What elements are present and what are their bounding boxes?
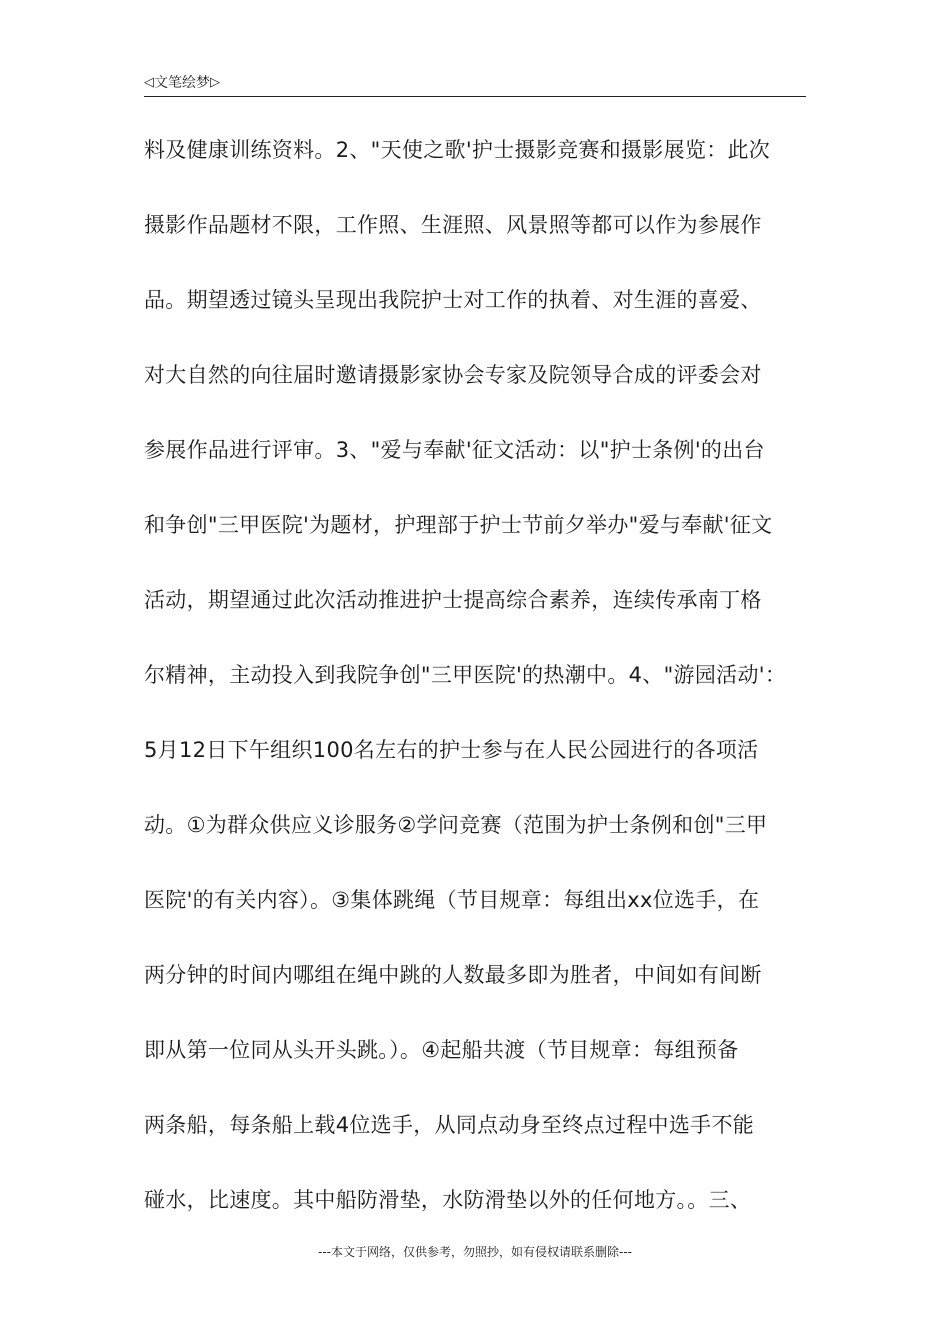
header-brand — [144, 74, 220, 92]
body-line: 参展作品进行评审。3、"爱与奉献'征文活动：以"护士条例'的出台 — [144, 438, 765, 462]
body-line: 对大自然的向往届时邀请摄影家协会专家及院领导合成的评委会对 — [144, 363, 762, 387]
body-line: 两分钟的时间内哪组在绳中跳的人数最多即为胜者，中间如有间断 — [144, 963, 762, 987]
body-line: 两条船，每条船上载4位选手，从同点动身至终点过程中选手不能 — [144, 1113, 755, 1137]
body-line: 摄影作品题材不限，工作照、生涯照、风景照等都可以作为参展作 — [144, 213, 762, 237]
triangle-left-icon: ◁ — [144, 75, 154, 90]
body-line: 即从第一位同从头开头跳。）。④起船共渡（节目规章：每组预备 — [144, 1038, 739, 1062]
body-line: 活动，期望通过此次活动推进护士提高综合素养，连续传承南丁格 — [144, 588, 762, 612]
body-line: 料及健康训练资料。2、"天使之歌'护士摄影竞赛和摄影展览：此次 — [144, 138, 771, 162]
body-line: 品。期望透过镜头呈现出我院护士对工作的执着、对生涯的喜爱、 — [144, 288, 762, 312]
page-header — [144, 70, 806, 97]
body-line: 和争创"三甲医院'为题材，护理部于护士节前夕举办"爱与奉献'征文 — [144, 513, 773, 537]
body-line: 医院'的有关内容）。③集体跳绳（节目规章：每组出xx位选手，在 — [144, 888, 760, 912]
body-line: 尔精神，主动投入到我院争创"三甲医院'的热潮中。4、"游园活动'： — [144, 663, 787, 687]
body-line: 5月12日下午组织100名左右的护士参与在人民公园进行的各项活 — [144, 738, 759, 762]
body-line: 碰水，比速度。其中船防滑垫，水防滑垫以外的任何地方。。三、 — [144, 1188, 752, 1212]
body-line: 动。①为群众供应义诊服务②学问竞赛（范围为护士条例和创"三甲 — [144, 813, 768, 837]
triangle-right-icon: ▷ — [210, 75, 220, 90]
document-body — [144, 124, 806, 1249]
brand-name: 文笔绘梦 — [154, 75, 210, 91]
page-footer: ---本文于网络，仅供参考，勿照抄，如有侵权请联系删除--- — [318, 1245, 632, 1259]
